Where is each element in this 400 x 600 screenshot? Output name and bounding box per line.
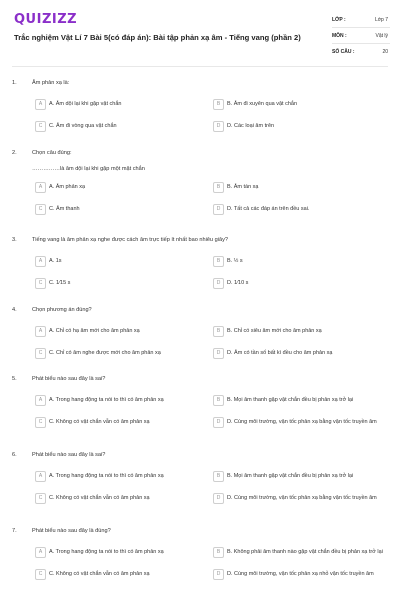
option-letter-badge: C (35, 417, 46, 428)
question-text: Âm phản xạ là: (32, 80, 70, 86)
option-text: C. Không có vật chắn vẫn có âm phản xạ (49, 570, 150, 577)
option-letter-badge: B (213, 547, 224, 558)
option-text: A. Âm phản xạ (49, 183, 86, 190)
question-3 (12, 237, 392, 290)
option-letter-badge: B (213, 256, 224, 267)
option-text: D. Âm có tần số bất kì đều cho âm phản xạ (227, 349, 333, 356)
quiz-title: Trắc nghiệm Vật Lí 7 Bài 5(có đáp án): Bài tập phản xạ âm - Tiếng vang (phần 2) (14, 33, 301, 42)
question-number: 2. (12, 150, 17, 156)
answer-options (32, 254, 388, 290)
option-c[interactable] (32, 415, 210, 429)
answer-options (32, 180, 388, 216)
answer-options (32, 393, 388, 429)
option-text: D. Cùng môi trường, vận tốc phản xạ bằng vận tốc truyền âm (227, 418, 377, 425)
option-d[interactable] (210, 119, 388, 133)
meta-value: Lớp 7 (374, 16, 388, 23)
option-a[interactable] (32, 180, 210, 194)
question-7 (12, 528, 392, 581)
option-b[interactable] (210, 393, 388, 407)
option-letter-badge: A (35, 395, 46, 406)
answer-options (32, 469, 388, 505)
question-4 (12, 307, 392, 360)
option-letter-badge: A (35, 99, 46, 110)
answer-options (32, 97, 388, 133)
option-text: C. 1⁄15 s (49, 279, 71, 286)
option-c[interactable] (32, 119, 210, 133)
option-letter-badge: B (213, 395, 224, 406)
option-text: A. Trong hang động ta nói to thì có âm phản xạ (49, 548, 164, 555)
question-text: Chọn phương án đúng? (32, 307, 92, 313)
meta-row-count (332, 44, 390, 59)
meta-value: 20 (382, 48, 388, 55)
option-a[interactable] (32, 324, 210, 338)
question-1 (12, 80, 392, 133)
question-number: 5. (12, 376, 17, 382)
option-b[interactable] (210, 324, 388, 338)
option-letter-badge: C (35, 121, 46, 132)
option-text: D. 1⁄10 s (227, 279, 249, 286)
question-prompt: ……………là âm dội lại khi gặp một mặt chắn (32, 166, 145, 172)
option-b[interactable] (210, 180, 388, 194)
option-c[interactable] (32, 346, 210, 360)
option-letter-badge: C (35, 493, 46, 504)
option-text: C. Không có vật chắn vẫn có âm phản xạ (49, 418, 150, 425)
option-b[interactable] (210, 469, 388, 483)
option-letter-badge: D (213, 121, 224, 132)
meta-label: MÔN : (332, 32, 347, 39)
option-letter-badge: D (213, 417, 224, 428)
option-d[interactable] (210, 276, 388, 290)
option-letter-badge: D (213, 278, 224, 289)
option-d[interactable] (210, 202, 388, 216)
option-d[interactable] (210, 415, 388, 429)
question-number: 4. (12, 307, 17, 313)
option-text: A. Trong hang động ta nói to thì có âm phản xạ (49, 472, 164, 479)
option-letter-badge: A (35, 182, 46, 193)
option-text: A. 1s (49, 257, 62, 264)
question-text: Phát biểu nào sau đây là sai? (32, 376, 106, 382)
option-letter-badge: A (35, 256, 46, 267)
option-text: A. Âm dội lại khi gặp vật chắn (49, 100, 122, 107)
option-text: D. Cùng môi trường, vận tốc phản xạ nhỏ vận tốc truyền âm (227, 570, 374, 577)
option-a[interactable] (32, 254, 210, 268)
option-b[interactable] (210, 545, 388, 559)
option-a[interactable] (32, 545, 210, 559)
quizizz-logo[interactable]: QUIZIZZ (14, 12, 78, 27)
option-letter-badge: A (35, 326, 46, 337)
option-d[interactable] (210, 567, 388, 581)
option-d[interactable] (210, 491, 388, 505)
option-text: B. Âm tán xạ (227, 183, 259, 190)
option-a[interactable] (32, 393, 210, 407)
option-letter-badge: B (213, 99, 224, 110)
option-letter-badge: D (213, 493, 224, 504)
question-text: Phát biểu nào sau đây là đúng? (32, 528, 111, 534)
question-number: 6. (12, 452, 17, 458)
option-letter-badge: A (35, 471, 46, 482)
option-text: D. Cùng môi trường, vận tốc phản xạ bằng vận tốc truyền âm (227, 494, 377, 501)
option-letter-badge: D (213, 569, 224, 580)
option-text: B. Mọi âm thanh gặp vật chắn đều bị phản xạ trở lại (227, 472, 354, 479)
option-letter-badge: B (213, 471, 224, 482)
option-text: B. Mọi âm thanh gặp vật chắn đều bị phản xạ trở lại (227, 396, 354, 403)
question-number: 7. (12, 528, 17, 534)
question-number: 1. (12, 80, 17, 86)
option-text: D. Tất cả các đáp án trên đều sai. (227, 205, 310, 212)
option-letter-badge: C (35, 569, 46, 580)
question-text: Chọn câu đúng: (32, 150, 72, 156)
quiz-header (0, 0, 400, 66)
option-letter-badge: B (213, 326, 224, 337)
option-c[interactable] (32, 202, 210, 216)
meta-label: SỐ CÂU : (332, 48, 355, 55)
option-c[interactable] (32, 276, 210, 290)
option-letter-badge: A (35, 547, 46, 558)
option-a[interactable] (32, 469, 210, 483)
meta-row-subject (332, 28, 390, 44)
option-letter-badge: D (213, 204, 224, 215)
option-letter-badge: C (35, 204, 46, 215)
option-letter-badge: C (35, 348, 46, 359)
meta-value: Vật lý (375, 32, 388, 39)
question-5 (12, 376, 392, 429)
option-text: B. Không phải âm thanh nào gặp vật chắn đều bị phản xạ trở lại (227, 548, 383, 555)
option-c[interactable] (32, 567, 210, 581)
option-text: D. Các loại âm trên (227, 122, 275, 129)
option-letter-badge: D (213, 348, 224, 359)
option-text: A. Trong hang động ta nói to thì có âm phản xạ (49, 396, 164, 403)
question-2 (12, 150, 392, 216)
option-text: B. ½ s (227, 257, 243, 264)
option-d[interactable] (210, 346, 388, 360)
option-c[interactable] (32, 491, 210, 505)
question-number: 3. (12, 237, 17, 243)
answer-options (32, 324, 388, 360)
option-text: C. Âm thanh (49, 205, 80, 212)
question-text: Phát biểu nào sau đây là sai? (32, 452, 106, 458)
option-text: C. Không có vật chắn vẫn có âm phản xạ (49, 494, 150, 501)
option-text: B. Âm đi xuyên qua vật chắn (227, 100, 298, 107)
question-text: Tiếng vang là âm phản xạ nghe được cách âm trực tiếp ít nhất bao nhiêu giây? (32, 237, 228, 243)
option-letter-badge: C (35, 278, 46, 289)
quiz-meta (332, 12, 390, 59)
question-6 (12, 452, 392, 505)
option-text: C. Âm đi vòng qua vật chắn (49, 122, 117, 129)
meta-label: LỚP : (332, 16, 346, 23)
header-divider (12, 66, 388, 67)
option-letter-badge: B (213, 182, 224, 193)
meta-row-grade (332, 12, 390, 28)
option-text: B. Chỉ có siêu âm mới cho âm phản xạ (227, 327, 322, 334)
option-b[interactable] (210, 254, 388, 268)
answer-options (32, 545, 388, 581)
option-a[interactable] (32, 97, 210, 111)
option-text: A. Chỉ có hạ âm mới cho âm phản xạ (49, 327, 140, 334)
option-b[interactable] (210, 97, 388, 111)
option-text: C. Chỉ có âm nghe được mới cho âm phản xạ (49, 349, 161, 356)
